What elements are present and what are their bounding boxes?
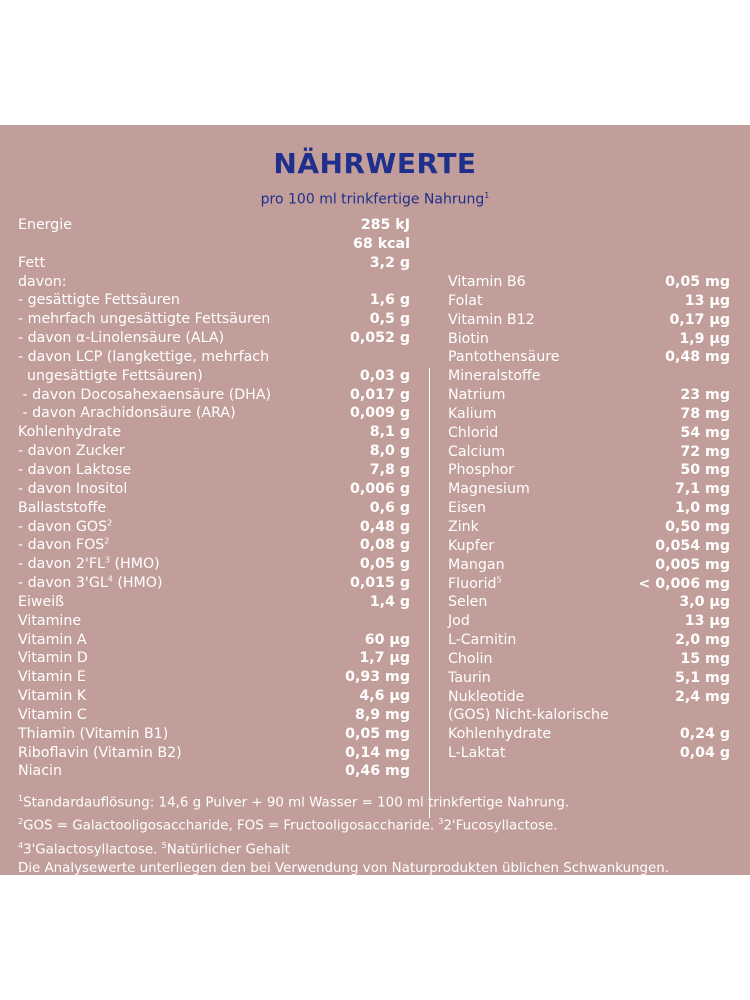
- nutrient-label-text: - gesättigte Fettsäuren: [18, 292, 180, 309]
- nutrient-label-text: Biotin: [448, 330, 489, 347]
- nutrient-value: 72 mg: [680, 443, 730, 460]
- nutrient-label-suffix: (HMO): [110, 556, 160, 573]
- nutrient-value: 0,05 mg: [345, 725, 410, 742]
- nutrient-row: [448, 443, 730, 462]
- nutrient-value: 0,052 g: [350, 330, 410, 347]
- nutrient-label: [18, 687, 86, 706]
- nutrient-label: [18, 725, 168, 744]
- footnote-4: [18, 859, 743, 878]
- nutrient-label-text: Jod: [448, 613, 470, 630]
- nutrient-label-text: Pantothensäure: [448, 349, 560, 366]
- nutrient-row: [448, 405, 730, 424]
- nutrient-row: [18, 442, 410, 461]
- nutrient-value: 8,0 g: [369, 443, 410, 460]
- nutrient-value: 3,0 µg: [679, 594, 730, 611]
- nutrient-value: 50 mg: [680, 462, 730, 479]
- nutrient-label: [448, 348, 559, 367]
- nutrient-label-text: Eisen: [448, 500, 487, 517]
- nutrient-label: [18, 348, 269, 367]
- footnote-mark: 4: [18, 840, 24, 850]
- nutrient-row: [18, 273, 410, 292]
- nutrient-label-text: Riboflavin (Vitamin B2): [18, 744, 182, 761]
- nutrient-value: 0,03 g: [359, 367, 410, 384]
- footnote-text: 2'Fucosyllactose.: [443, 818, 558, 834]
- nutrient-label: [448, 443, 505, 462]
- nutrient-label: [18, 461, 131, 480]
- nutrient-row: [448, 593, 730, 612]
- nutrient-label: [18, 273, 67, 292]
- nutrient-label: [448, 480, 530, 499]
- nutrient-row: [18, 235, 410, 254]
- nutrient-value: 0,054 mg: [655, 537, 730, 554]
- nutrient-value: 68 kcal: [353, 235, 410, 252]
- nutrient-label: [18, 499, 106, 518]
- left-nutrient-column: [18, 216, 410, 781]
- nutrient-label: [18, 649, 88, 668]
- nutrient-value: 0,17 µg: [669, 311, 730, 328]
- nutrient-value: 0,5 g: [369, 311, 410, 328]
- nutrient-row: [448, 612, 730, 631]
- nutrient-row: [18, 762, 410, 781]
- nutrient-label: [448, 367, 541, 386]
- nutrient-value: 1,7 µg: [359, 650, 410, 667]
- nutrient-row: [448, 688, 730, 707]
- nutrient-row: [18, 687, 410, 706]
- nutrient-label-text: Phosphor: [448, 462, 515, 479]
- nutrient-row: [448, 367, 730, 386]
- nutrient-label-text: Vitamin E: [18, 669, 86, 686]
- nutrient-row: [448, 650, 730, 669]
- footnote-text: 3'Galactosyllactose.: [23, 842, 162, 858]
- nutrient-row: [448, 273, 730, 292]
- nutrient-value: 23 mg: [680, 387, 730, 404]
- nutrient-row: [18, 404, 410, 423]
- nutrient-value: 0,04 g: [679, 745, 730, 762]
- nutrient-row: [18, 461, 410, 480]
- nutrient-label: [18, 442, 125, 461]
- nutrient-row: [448, 348, 730, 367]
- nutrient-value: 0,006 g: [350, 480, 410, 497]
- nutrient-label-text: Eiweiß: [18, 593, 65, 610]
- nutrient-row: [448, 744, 730, 763]
- nutrient-label-text: Vitamin A: [18, 631, 87, 648]
- nutrient-label-text: - davon Arachidonsäure (ARA): [18, 405, 236, 422]
- nutrient-label-text: Nukleotide: [448, 688, 525, 705]
- nutrient-row: [18, 518, 410, 537]
- nutrient-value: 1,4 g: [369, 593, 410, 610]
- nutrient-label: [18, 310, 270, 329]
- nutrient-row: [18, 348, 410, 367]
- nutrient-label-text: Mangan: [448, 556, 505, 573]
- nutrient-label: [18, 367, 203, 386]
- nutrient-row: [18, 574, 410, 593]
- nutrient-value: 0,93 mg: [345, 669, 410, 686]
- nutrient-label-text: L-Carnitin: [448, 632, 517, 649]
- nutrient-label-text: Energie: [18, 217, 72, 233]
- nutrient-label: [448, 330, 489, 349]
- nutrient-label: [18, 762, 62, 781]
- nutrient-value: 5,1 mg: [674, 669, 730, 686]
- nutrient-label-text: Cholin: [448, 650, 493, 667]
- nutrient-value: 4,6 µg: [359, 688, 410, 705]
- nutrient-label: [448, 499, 486, 518]
- footnote-2: [18, 812, 743, 835]
- nutrient-value: 3,2 g: [369, 254, 410, 271]
- nutrient-label: [18, 706, 87, 725]
- nutrient-label: [18, 536, 109, 555]
- nutrient-label: [18, 386, 271, 405]
- nutrient-row: [18, 649, 410, 668]
- nutrient-value: 54 mg: [680, 424, 730, 441]
- nutrient-label-text: Zink: [448, 518, 479, 535]
- nutrient-label-text: Kalium: [448, 405, 497, 422]
- nutrient-row: [18, 612, 410, 631]
- nutrient-row: [18, 329, 410, 348]
- nutrient-label: [448, 537, 494, 556]
- nutrient-row: [448, 556, 730, 575]
- nutrient-row: [18, 668, 410, 687]
- nutrient-label: [18, 291, 180, 310]
- nutrient-row: [18, 536, 410, 555]
- nutrient-label-text: Chlorid: [448, 424, 499, 441]
- nutrient-row: [18, 310, 410, 329]
- nutrient-value: 285 kJ: [360, 217, 410, 233]
- page-title: NÄHRWERTE: [273, 147, 477, 180]
- nutrition-panel: [0, 125, 750, 875]
- nutrient-label-text: - davon Zucker: [18, 443, 125, 460]
- nutrient-value: 13 µg: [684, 292, 730, 309]
- nutrient-label: [18, 254, 45, 273]
- nutrient-label-text: Fett: [18, 254, 46, 271]
- nutrient-row: [448, 461, 730, 480]
- nutrient-label-text: Mineralstoffe: [448, 368, 541, 385]
- nutrient-label-text: Vitamin D: [18, 650, 88, 667]
- footnote-mark: 5: [496, 574, 502, 584]
- nutrient-label-text: Kupfer: [448, 537, 495, 554]
- footnote-text: Die Analysewerte unterliegen den bei Verwendung von Naturprodukten üblichen Schwankungen.: [18, 861, 670, 877]
- nutrient-label-text: Vitamin B12: [448, 311, 535, 328]
- nutrient-label: [18, 574, 162, 593]
- nutrient-label: [448, 631, 516, 650]
- nutrient-label: [448, 518, 479, 537]
- nutrient-value: 0,009 g: [350, 405, 410, 422]
- nutrient-label: [448, 688, 524, 707]
- nutrient-value: 2,4 mg: [674, 688, 730, 705]
- footnote-mark: 4: [107, 574, 113, 584]
- nutrient-value: 0,017 g: [350, 386, 410, 403]
- subtitle-footnote-mark: 1: [484, 191, 490, 200]
- nutrient-row: [18, 631, 410, 650]
- footnote-mark: 5: [161, 840, 167, 850]
- nutrient-row: [18, 367, 410, 386]
- nutrient-row: [448, 706, 730, 725]
- footnote-mark: 2: [104, 536, 110, 546]
- nutrient-label-text: - davon LCP (langkettige, mehrfach: [18, 348, 270, 365]
- nutrient-row: [18, 593, 410, 612]
- nutrient-label-text: Vitamin K: [18, 688, 87, 705]
- footnote-mark: 2: [107, 517, 113, 527]
- footnote-text: Natürlicher Gehalt: [166, 842, 290, 858]
- nutrient-label: [18, 518, 112, 537]
- nutrient-label-text: Taurin: [448, 669, 491, 686]
- nutrient-label: [448, 311, 535, 330]
- nutrient-row: [18, 725, 410, 744]
- nutrient-label: [18, 612, 81, 631]
- nutrient-label-text: Vitamine: [18, 612, 82, 629]
- nutrient-label-text: davon:: [18, 273, 67, 290]
- nutrient-value: 1,9 µg: [679, 330, 730, 347]
- footnotes: [18, 789, 743, 878]
- nutrient-row: [448, 575, 730, 594]
- nutrient-label: [448, 461, 514, 480]
- nutrient-row: [18, 499, 410, 518]
- nutrient-label-text: - davon 2'FL: [18, 556, 105, 573]
- nutrient-label: [448, 725, 551, 744]
- nutrient-label-text: L-Laktat: [448, 745, 506, 762]
- nutrient-row: [18, 555, 410, 574]
- footnote-3: [18, 836, 743, 859]
- nutrient-label: [448, 669, 491, 688]
- nutrient-value: 0,14 mg: [345, 744, 410, 761]
- nutrient-label-text: - davon FOS: [18, 537, 105, 554]
- nutrient-label: [448, 292, 483, 311]
- nutrient-label: [18, 593, 64, 612]
- nutrient-label: [18, 423, 121, 442]
- nutrient-row: [18, 216, 410, 235]
- nutrient-label: [448, 405, 496, 424]
- nutrient-value: 0,48 mg: [665, 349, 730, 366]
- nutrient-row: [448, 292, 730, 311]
- nutrient-value: 0,48 g: [359, 518, 410, 535]
- nutrient-label: [448, 556, 505, 575]
- nutrient-label-text: Folat: [448, 292, 483, 309]
- nutrient-label-text: - davon Laktose: [18, 461, 132, 478]
- nutrient-label-text: - davon GOS: [18, 518, 108, 535]
- nutrient-label-text: Fluorid: [448, 575, 497, 592]
- nutrient-label: [18, 480, 127, 499]
- nutrient-value: 0,46 mg: [345, 763, 410, 780]
- nutrient-label-text: - davon Docosahexaensäure (DHA): [18, 386, 272, 403]
- nutrient-value: 0,50 mg: [665, 518, 730, 535]
- nutrient-row: [448, 330, 730, 349]
- nutrient-label-text: Selen: [448, 594, 488, 611]
- nutrient-label-text: Ballaststoffe: [18, 499, 107, 516]
- nutrient-value: 8,9 mg: [354, 706, 410, 723]
- nutrient-label: [448, 386, 505, 405]
- nutrient-value: < 0,006 mg: [638, 575, 730, 592]
- nutrient-label-text: Natrium: [448, 387, 506, 404]
- nutrient-label-text: - davon Inositol: [18, 480, 128, 497]
- nutrient-label-text: ungesättigte Fettsäuren): [18, 367, 203, 384]
- nutrient-label-text: Magnesium: [448, 481, 530, 498]
- nutrient-row: [18, 291, 410, 310]
- nutrient-value: 0,05 g: [359, 556, 410, 573]
- nutrient-label: [448, 575, 502, 594]
- nutrient-value: 7,1 mg: [674, 481, 730, 498]
- nutrient-label: [448, 593, 487, 612]
- nutrient-row: [448, 725, 730, 744]
- nutrient-label-text: - mehrfach ungesättigte Fettsäuren: [18, 311, 271, 328]
- subtitle: [0, 191, 750, 208]
- nutrient-label-text: Kohlenhydrate: [18, 424, 122, 441]
- nutrient-label-text: Niacin: [18, 763, 62, 780]
- nutrient-row: [18, 744, 410, 763]
- subtitle-text: pro 100 ml trinkfertige Nahrung: [260, 191, 485, 208]
- nutrient-label: [18, 668, 86, 687]
- nutrient-label-text: - davon α-Linolensäure (ALA): [18, 330, 225, 347]
- nutrient-value: 0,005 mg: [655, 556, 730, 573]
- nutrient-label-text: Vitamin B6: [448, 274, 526, 290]
- nutrient-label-text: Calcium: [448, 443, 506, 460]
- nutrient-value: 0,015 g: [350, 575, 410, 592]
- nutrient-row: [18, 254, 410, 273]
- nutrient-row: [448, 518, 730, 537]
- nutrient-value: 15 mg: [680, 650, 730, 667]
- footnote-text: Standardauflösung: 14,6 g Pulver + 90 ml Wasser = 100 ml trinkfertige Nahrung.: [23, 795, 570, 811]
- nutrient-value: 0,24 g: [679, 726, 730, 743]
- nutrient-value: 2,0 mg: [674, 632, 730, 649]
- nutrient-label: [448, 424, 498, 443]
- nutrient-label: [448, 650, 492, 669]
- nutrient-label: [18, 216, 72, 235]
- nutrient-row: [448, 631, 730, 650]
- nutrient-value: 8,1 g: [369, 424, 410, 441]
- nutrient-value: 1,6 g: [369, 292, 410, 309]
- nutrient-row: [448, 669, 730, 688]
- nutrient-label: [448, 273, 526, 292]
- footnote-mark: 1: [18, 794, 24, 803]
- nutrient-label-text: Thiamin (Vitamin B1): [18, 725, 169, 742]
- nutrient-row: [18, 706, 410, 725]
- nutrient-label: [18, 744, 182, 763]
- nutrient-label-suffix: (HMO): [112, 575, 163, 592]
- footnote-mark: 3: [104, 555, 110, 565]
- nutrient-value: 0,08 g: [359, 537, 410, 554]
- nutrient-row: [448, 480, 730, 499]
- nutrient-label: [448, 612, 470, 631]
- nutrient-row: [448, 424, 730, 443]
- nutrient-label: [18, 329, 224, 348]
- nutrient-row: [18, 423, 410, 442]
- right-nutrient-column: [448, 273, 730, 763]
- nutrient-row: [448, 386, 730, 405]
- nutrient-value: 13 µg: [684, 613, 730, 630]
- nutrient-label: [18, 404, 236, 423]
- nutrient-value: 0,05 mg: [665, 274, 730, 290]
- nutrient-label: [448, 744, 505, 763]
- footnote-mark: 2: [18, 817, 24, 827]
- nutrient-label-text: - davon 3'GL: [18, 575, 108, 592]
- nutrient-row: [448, 499, 730, 518]
- nutrient-row: [448, 537, 730, 556]
- nutrient-row: [18, 480, 410, 499]
- nutrient-label-text: (GOS) Nicht-kalorische: [448, 707, 609, 724]
- nutrient-value: 78 mg: [680, 405, 730, 422]
- nutrient-value: 0,6 g: [369, 499, 410, 516]
- nutrient-value: 1,0 mg: [674, 500, 730, 517]
- column-divider: [429, 368, 430, 818]
- nutrient-row: [18, 386, 410, 405]
- footnote-text: GOS = Galactooligosaccharide, FOS = Fructooligosaccharide.: [23, 818, 439, 834]
- nutrient-label: [18, 631, 87, 650]
- nutrient-value: 7,8 g: [369, 461, 410, 478]
- nutrient-label: [448, 706, 609, 725]
- footnote-mark: 3: [438, 817, 444, 827]
- nutrient-label: [18, 555, 160, 574]
- nutrient-label-text: Kohlenhydrate: [448, 726, 552, 743]
- nutrient-label-text: Vitamin C: [18, 706, 87, 723]
- nutrient-row: [448, 311, 730, 330]
- nutrient-value: 60 µg: [364, 631, 410, 648]
- footnote-1: [18, 789, 743, 812]
